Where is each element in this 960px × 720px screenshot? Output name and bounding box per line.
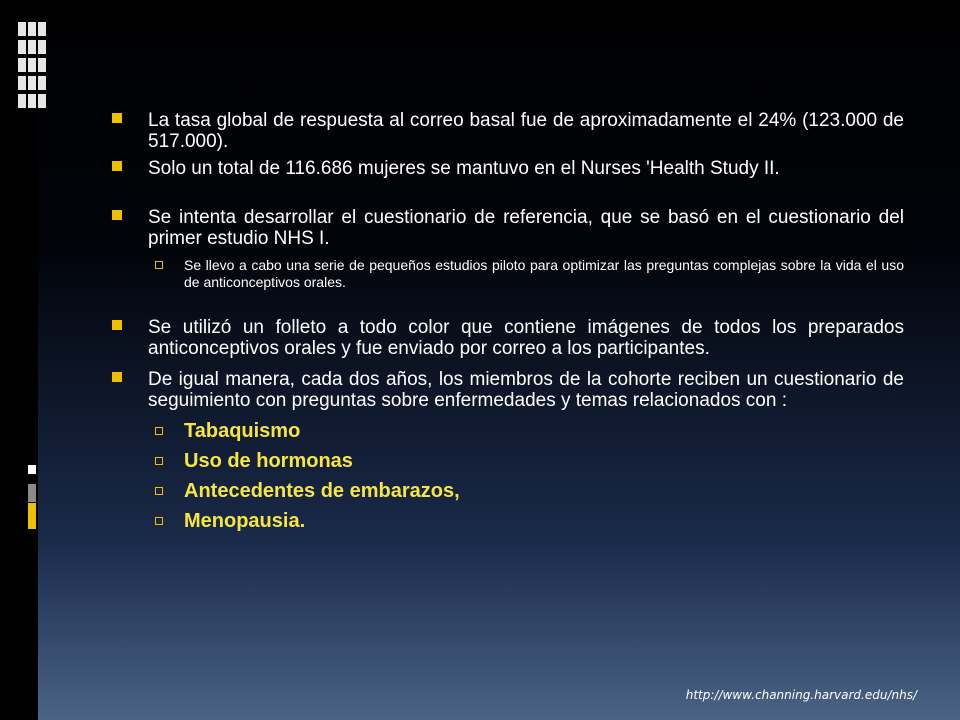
bullet-item: Se intenta desarrollar el cuestionario de referencia, que se basó en el cuestionario del primer estudio NHS I. [112, 207, 904, 249]
topic-item: Uso de hormonas [112, 449, 904, 473]
square-bullet-icon [112, 113, 122, 123]
hollow-square-bullet-icon [155, 487, 163, 495]
stripe-gray [28, 484, 36, 502]
square-bullet-icon [112, 210, 122, 220]
hollow-square-bullet-icon [155, 517, 163, 525]
sub-bullet-item: Se llevo a cabo una serie de pequeños estudios piloto para optimizar las preguntas complejas sobre la vida el uso de anticonceptivos orales. [112, 257, 904, 291]
square-bullet-icon [112, 320, 122, 330]
bullet-item: Solo un total de 116.686 mujeres se mantuvo en el Nurses 'Health Study II. [112, 158, 904, 179]
stripe-white [28, 465, 36, 474]
corner-grid-icon [18, 22, 48, 122]
source-link[interactable]: http://www.channing.harvard.edu/nhs/ [685, 688, 917, 702]
hollow-square-bullet-icon [155, 261, 163, 269]
topic-item: Antecedentes de embarazos, [112, 479, 904, 503]
square-bullet-icon [112, 372, 122, 382]
hollow-square-bullet-icon [155, 457, 163, 465]
square-bullet-icon [112, 161, 122, 171]
hollow-square-bullet-icon [155, 427, 163, 435]
topic-item: Menopausia. [112, 509, 904, 533]
bullet-item: Se utilizó un folleto a todo color que contiene imágenes de todos los preparados anticonceptivos orales y fue enviado por correo a los participantes. [112, 317, 904, 359]
bullet-item: De igual manera, cada dos años, los miembros de la cohorte reciben un cuestionario de seguimiento con preguntas sobre enfermedades y temas relacionados con : [112, 369, 904, 411]
slide-content [112, 110, 904, 533]
bullet-item: La tasa global de respuesta al correo basal fue de aproximadamente el 24% (123.000 de 517.000). [112, 110, 904, 152]
stripe-gold [28, 503, 36, 529]
topic-item: Tabaquismo [112, 419, 904, 443]
